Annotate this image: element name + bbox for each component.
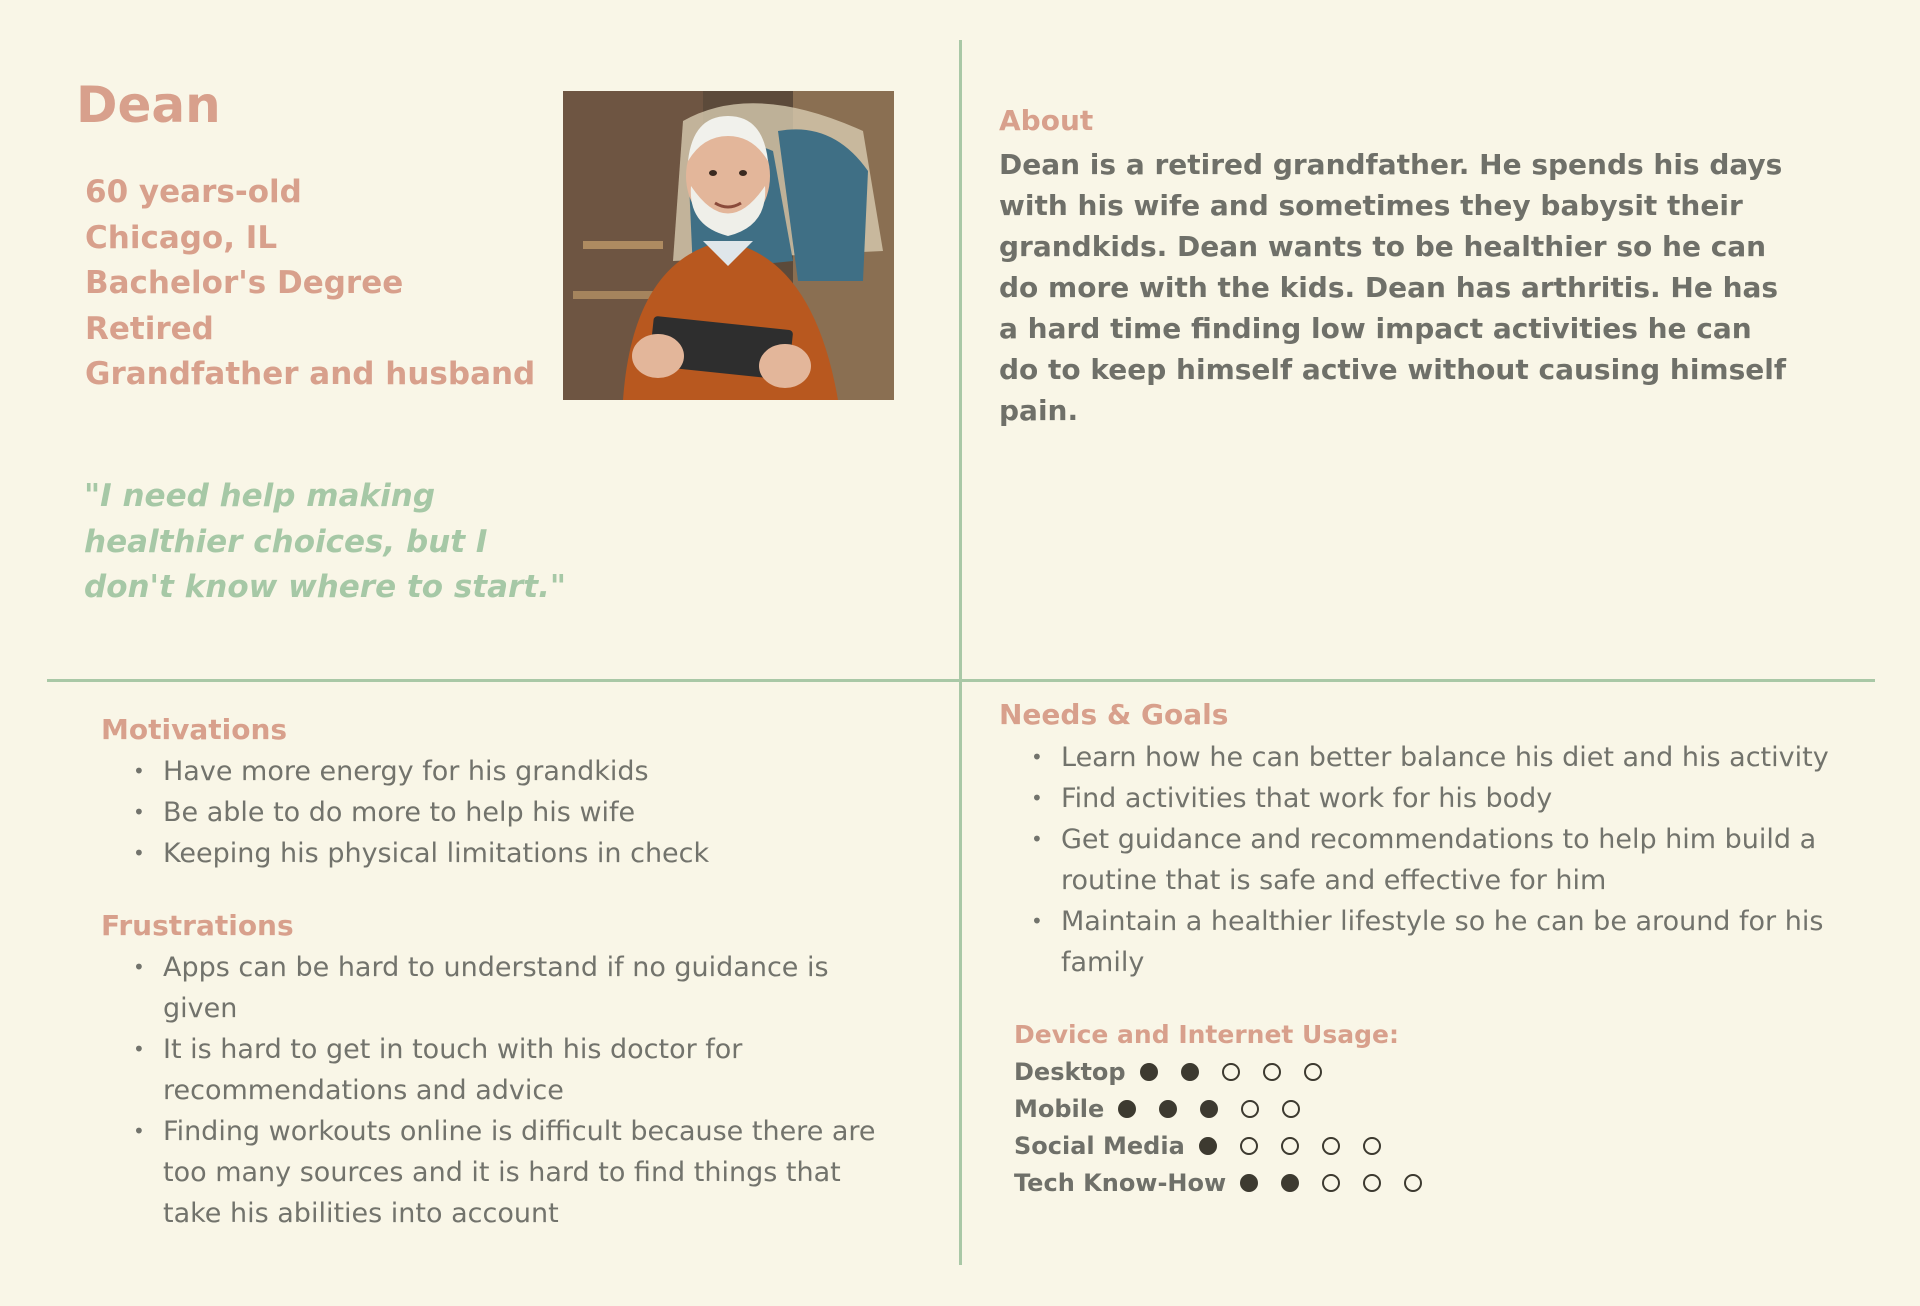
about-text: Dean is a retired grandfather. He spends his days with his wife and sometimes they babysit their grandkids. Dean wants to be healthier so he can do more with the kids. Dean has arthritis. He has a hard time finding low impact activities he can do to keep himself active without causing himself pain. [999, 148, 1787, 427]
filled-dot-icon [1140, 1063, 1158, 1081]
list-item: • It is hard to get in touch with his doctor for recommendations and advice [101, 1029, 881, 1111]
detail-education: Bachelor's Degree [85, 265, 404, 301]
persona-name: Dean [76, 76, 221, 134]
detail-family: Grandfather and husband [85, 356, 536, 392]
bullet-icon: • [133, 1119, 145, 1143]
bullet-icon: • [1031, 909, 1043, 933]
filled-dot-icon [1200, 1100, 1218, 1118]
bullet-icon: • [1031, 786, 1043, 810]
bullet-icon: • [133, 955, 145, 979]
filled-dot-icon [1159, 1100, 1177, 1118]
about-title: About [999, 104, 1094, 137]
usage-row-desktop [1014, 1054, 1345, 1090]
list-item: • Find activities that work for his body [999, 778, 1839, 819]
frustrations-title: Frustrations [101, 909, 294, 942]
persona-details [85, 170, 535, 398]
list-item: • Get guidance and recommendations to help him build a routine that is safe and effective for him [999, 819, 1839, 901]
detail-age: 60 years-old [85, 174, 302, 210]
rating-dots [1199, 1137, 1404, 1155]
persona-quote: "I need help making healthier choices, but I don't know where to start." [84, 478, 567, 605]
usage-row-tech-know-how [1014, 1165, 1445, 1201]
usage-label: Mobile [1014, 1095, 1105, 1123]
usage-row-social-media [1014, 1128, 1404, 1164]
empty-dot-icon [1281, 1137, 1299, 1155]
bullet-icon: • [133, 1037, 145, 1061]
empty-dot-icon [1222, 1063, 1240, 1081]
detail-location: Chicago, IL [85, 219, 278, 256]
horizontal-divider [47, 679, 1875, 682]
detail-occupation: Retired [85, 310, 214, 347]
persona-photo-illustration [563, 91, 894, 400]
list-item: • Finding workouts online is difficult because there are too many sources and it is hard to find things that take his abilities into account [101, 1111, 881, 1234]
bullet-icon: • [1031, 745, 1043, 769]
list-item: • Apps can be hard to understand if no guidance is given [101, 947, 881, 1029]
filled-dot-icon [1281, 1174, 1299, 1192]
list-item: • Maintain a healthier lifestyle so he can be around for his family [999, 901, 1839, 983]
empty-dot-icon [1282, 1100, 1300, 1118]
empty-dot-icon [1322, 1174, 1340, 1192]
empty-dot-icon [1322, 1137, 1340, 1155]
usage-title: Device and Internet Usage: [1014, 1020, 1399, 1049]
bullet-icon: • [133, 800, 145, 824]
filled-dot-icon [1118, 1100, 1136, 1118]
needs-title: Needs & Goals [999, 698, 1229, 731]
bullet-icon: • [1031, 827, 1043, 851]
empty-dot-icon [1241, 1100, 1259, 1118]
needs-list [999, 737, 1839, 983]
motivations-title: Motivations [101, 713, 288, 746]
list-item: • Be able to do more to help his wife [101, 792, 861, 833]
bullet-icon: • [133, 759, 145, 783]
list-item: • Learn how he can better balance his diet and his activity [999, 737, 1839, 778]
empty-dot-icon [1240, 1137, 1258, 1155]
filled-dot-icon [1240, 1174, 1258, 1192]
filled-dot-icon [1181, 1063, 1199, 1081]
usage-row-mobile [1014, 1091, 1323, 1127]
rating-dots [1240, 1174, 1445, 1192]
empty-dot-icon [1404, 1174, 1422, 1192]
rating-dots [1118, 1100, 1323, 1118]
bullet-icon: • [133, 841, 145, 865]
list-item: • Have more energy for his grandkids [101, 751, 861, 792]
usage-label: Social Media [1014, 1132, 1185, 1160]
usage-label: Tech Know-How [1014, 1169, 1227, 1197]
empty-dot-icon [1363, 1137, 1381, 1155]
persona-photo [563, 91, 894, 400]
motivations-list [101, 751, 861, 874]
usage-label: Desktop [1014, 1058, 1126, 1086]
list-item: • Keeping his physical limitations in check [101, 833, 861, 874]
vertical-divider [959, 40, 962, 1265]
frustrations-list [101, 947, 881, 1234]
rating-dots [1140, 1063, 1345, 1081]
filled-dot-icon [1199, 1137, 1217, 1155]
empty-dot-icon [1304, 1063, 1322, 1081]
empty-dot-icon [1263, 1063, 1281, 1081]
empty-dot-icon [1363, 1174, 1381, 1192]
